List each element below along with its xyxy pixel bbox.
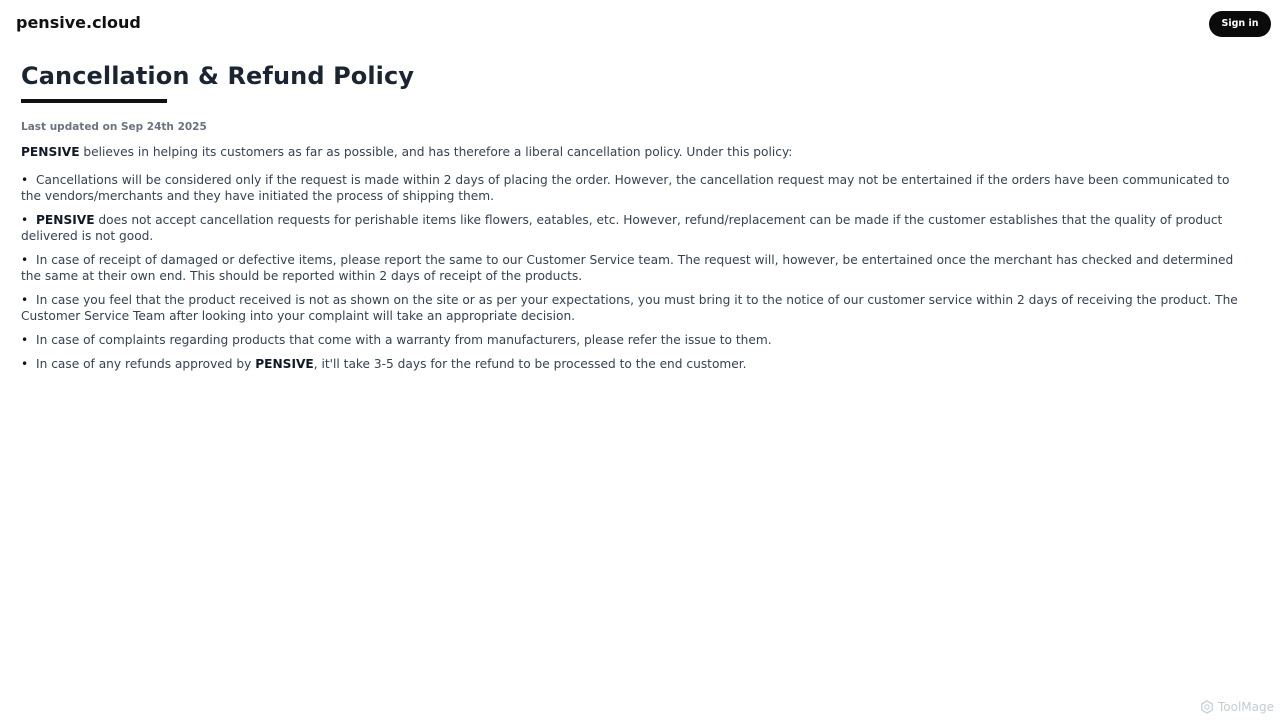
list-item: [21, 212, 1253, 244]
bullet-icon: •: [21, 213, 29, 228]
list-item: [21, 172, 1253, 204]
sign-in-button[interactable]: Sign in: [1209, 11, 1271, 37]
toolmage-logo-icon: [1200, 700, 1214, 714]
bullet-icon: •: [21, 253, 29, 268]
bullet-icon: •: [21, 173, 29, 188]
policy-list: [21, 172, 1253, 372]
watermark-label: ToolMage: [1217, 700, 1274, 714]
item-text: In case of any refunds approved by: [36, 357, 256, 372]
last-updated: Last updated on Sep 24th 2025: [21, 121, 207, 133]
item-text: , it'll take 3-5 days for the refund to be processed to the end customer.: [313, 357, 747, 372]
list-item: [21, 292, 1253, 324]
item-text: In case of complaints regarding products that come with a warranty from manufacturers, please refer the issue to them.: [36, 333, 772, 348]
list-item: [21, 356, 1253, 372]
intro-text: believes in helping its customers as far as possible, and has therefore a liberal cancellation policy. Under this policy:: [79, 145, 793, 159]
brand-strong: PENSIVE: [255, 357, 314, 372]
item-text: does not accept cancellation requests for perishable items like flowers, eatables, etc. However, refund/replacement can be made if the customer establishes that the quality of product delivered is not good.: [21, 213, 1223, 244]
bullet-icon: •: [21, 333, 29, 348]
top-bar: [0, 0, 1280, 48]
brand-logo[interactable]: pensive.cloud: [16, 13, 141, 32]
policy-content: [21, 60, 1253, 380]
watermark: [1200, 700, 1274, 714]
title-underline: [21, 99, 167, 103]
list-item: [21, 252, 1253, 284]
brand-strong: PENSIVE: [36, 213, 95, 228]
list-item: [21, 332, 1253, 348]
item-text: Cancellations will be considered only if the request is made within 2 days of placing the order. However, the cancellation request may not be entertained if the orders have been communicated to the vendors/merchants and they have initiated the process of shipping them.: [21, 173, 1230, 204]
bullet-icon: •: [21, 357, 29, 372]
intro-paragraph: [21, 144, 1253, 160]
brand-strong: PENSIVE: [21, 145, 80, 159]
item-text: In case of receipt of damaged or defective items, please report the same to our Customer Service team. The request will, however, be entertained once the merchant has checked and determined the same at their own end. This should be reported within 2 days of receipt of the products.: [21, 253, 1234, 284]
bullet-icon: •: [21, 293, 29, 308]
page-title: Cancellation & Refund Policy: [21, 62, 415, 90]
item-text: In case you feel that the product received is not as shown on the site or as per your expectations, you must bring it to the notice of our customer service within 2 days of receiving the product. The Customer Service Team after looking into your complaint will take an appropriate decision.: [21, 293, 1238, 324]
